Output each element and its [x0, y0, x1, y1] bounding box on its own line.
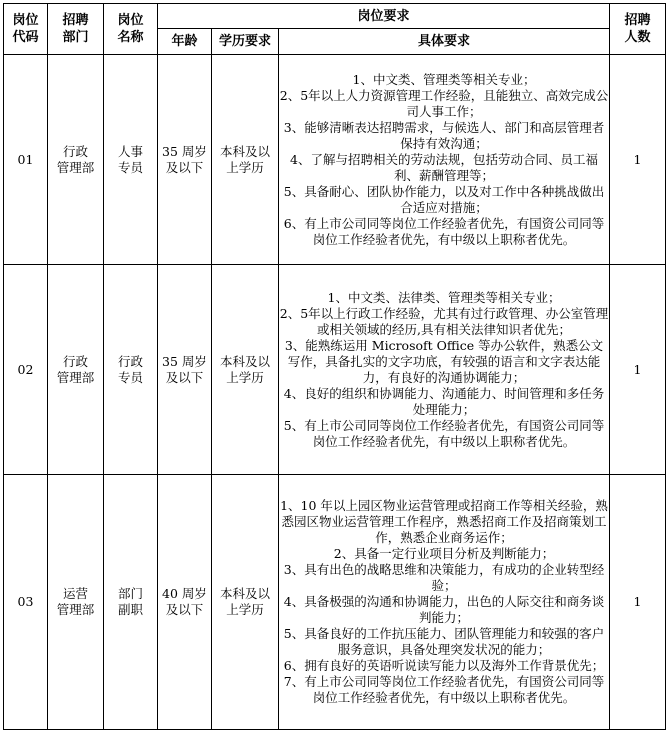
header-details: 具体要求: [279, 29, 610, 55]
header-education: 学历要求: [212, 29, 279, 55]
cell-dept: 运营 管理部: [48, 475, 104, 730]
cell-age: 35 周岁 及以下: [158, 55, 212, 265]
header-row-1: [4, 4, 666, 29]
detail-line: 3、具有出色的战略思维和决策能力，有成功的企业转型经验；: [283, 562, 605, 593]
header-age: 年龄: [158, 29, 212, 55]
header-count: 招聘 人数: [610, 4, 666, 55]
detail-line: 2、5年以上人力资源管理工作经验，且能独立、高效完成公司人事工作；: [279, 87, 609, 119]
cell-education: 本科及以 上学历: [212, 265, 279, 475]
cell-title: 行政 专员: [104, 265, 158, 475]
cell-education: 本科及以 上学历: [212, 55, 279, 265]
cell-title: 部门 副职: [104, 475, 158, 730]
detail-line: 4、了解与招聘相关的劳动法规，包括劳动合同、员工福利、薪酬管理等；: [290, 151, 598, 183]
cell-details: [279, 55, 610, 265]
detail-line: 6、拥有良好的英语听说读写能力以及海外工作背景优先；: [283, 658, 605, 673]
detail-line: 5、具备耐心、团队协作能力，以及对工作中各种挑战做出合适应对措施；: [283, 183, 605, 215]
cell-education: 本科及以 上学历: [212, 475, 279, 730]
detail-line: 5、具备良好的工作抗压能力、团队管理能力和较强的客户服务意识，具备处理突发状况的能力；: [283, 626, 605, 657]
detail-line: 4、良好的组织和协调能力、沟通能力、时间管理和多任务处理能力；: [283, 385, 605, 417]
detail-line: 1、中文类、法律类、管理类等相关专业；: [327, 289, 561, 305]
recruitment-table: [3, 3, 666, 730]
detail-line: 4、具备极强的沟通和协调能力，出色的人际交往和商务谈判能力；: [283, 594, 605, 625]
detail-line: 3、能够清晰表达招聘需求，与候选人、部门和高层管理者保持有效沟通；: [283, 119, 605, 151]
cell-count: 1: [610, 265, 666, 475]
cell-code: 03: [4, 475, 48, 730]
cell-count: 1: [610, 55, 666, 265]
cell-age: 35 周岁 及以下: [158, 265, 212, 475]
cell-details: [279, 265, 610, 475]
cell-details: [279, 475, 610, 730]
header-code: 岗位 代码: [4, 4, 48, 55]
cell-dept: 行政 管理部: [48, 55, 104, 265]
cell-code: 02: [4, 265, 48, 475]
detail-line: 1、中文类、管理类等相关专业；: [352, 71, 536, 87]
cell-age: 40 周岁 及以下: [158, 475, 212, 730]
detail-line: 3、能熟练运用 Microsoft Office 等办公软件，熟悉公文写作，具备扎实的文字功底，有较强的语言和文字表达能力，有良好的沟通协调能力；: [284, 337, 604, 385]
table-row: [4, 475, 666, 730]
table-row: [4, 265, 666, 475]
detail-line: 6、有上市公司同等岗位工作经验者优先，有国资公司同等岗位工作经验者优先，有中级以上职称者优先。: [283, 215, 605, 247]
detail-line: 5、有上市公司同等岗位工作经验者优先，有国资公司同等岗位工作经验者优先，有中级以上职称者优先。: [283, 417, 605, 449]
detail-line: 2、具备一定行业项目分析及判断能力；: [333, 546, 555, 561]
table-row: [4, 55, 666, 265]
detail-line: 1、10 年以上园区物业运营管理或招商工作等相关经验，熟悉园区物业运营管理工作程序，熟悉招商工作及招商策划工作，熟悉企业商务运作；: [280, 498, 608, 545]
header-title: 岗位 名称: [104, 4, 158, 55]
detail-line: 2、5年以上行政工作经验，尤其有过行政管理、办公室管理或相关领域的经历,具有相关法律知识者优先；: [279, 305, 609, 337]
header-requirements: 岗位要求: [158, 4, 610, 29]
cell-count: 1: [610, 475, 666, 730]
cell-code: 01: [4, 55, 48, 265]
cell-dept: 行政 管理部: [48, 265, 104, 475]
cell-title: 人事 专员: [104, 55, 158, 265]
header-dept: 招聘 部门: [48, 4, 104, 55]
detail-line: 7、有上市公司同等岗位工作经验者优先，有国资公司同等岗位工作经验者优先，有中级以上职称者优先。: [283, 674, 605, 705]
